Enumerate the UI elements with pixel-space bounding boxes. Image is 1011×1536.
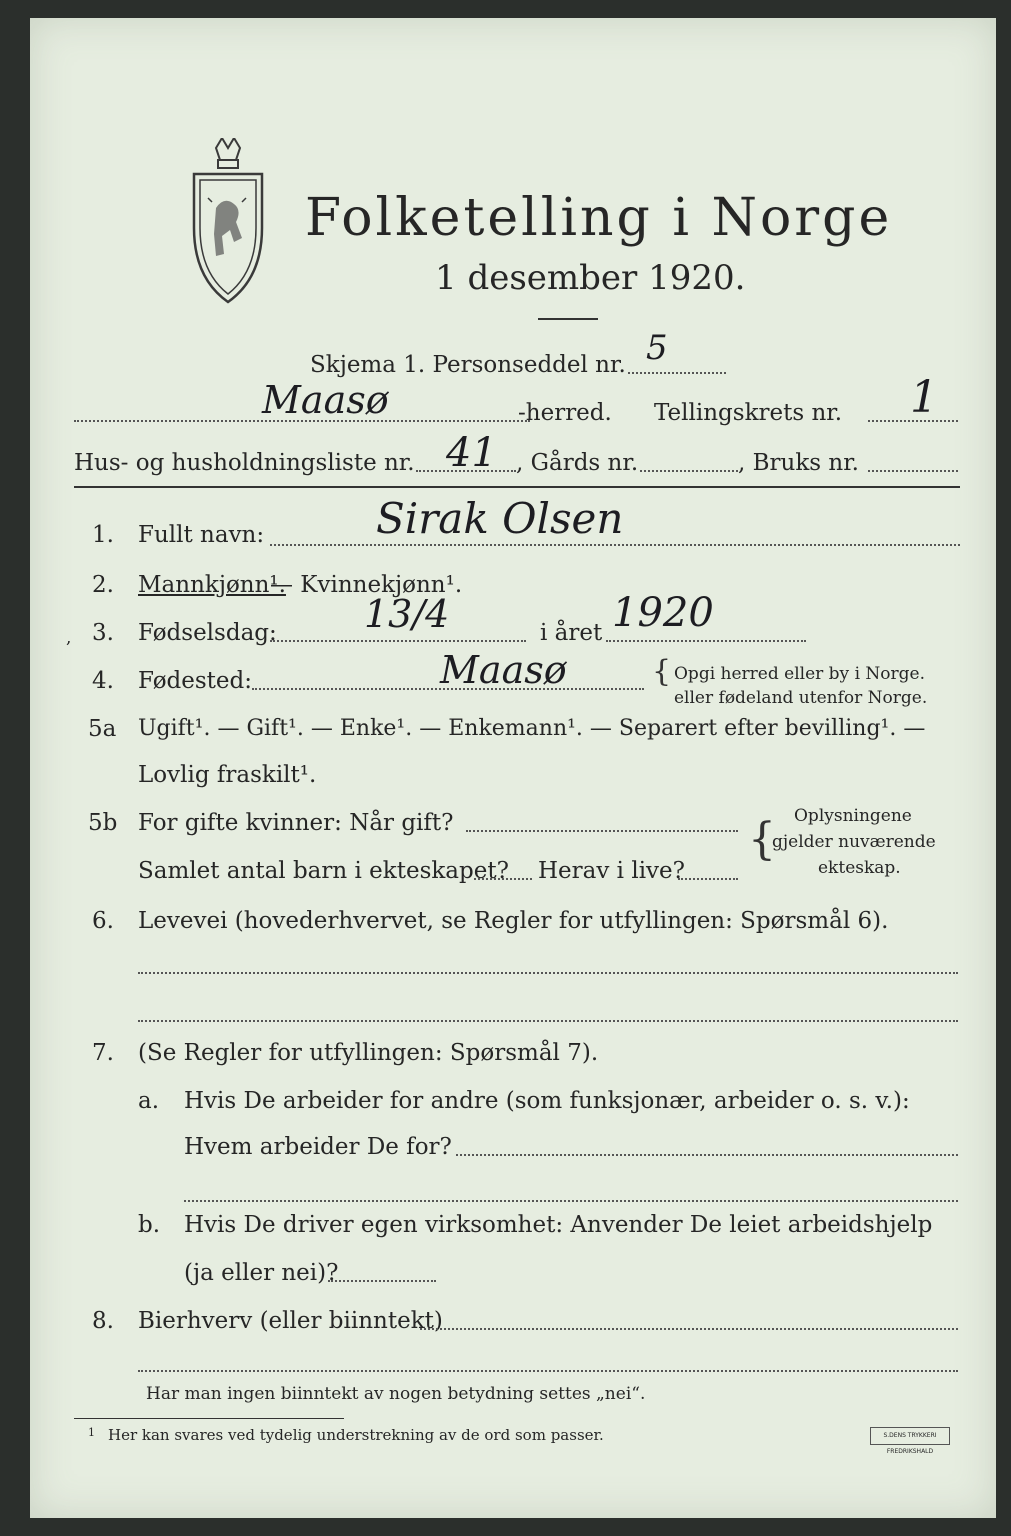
- occupation-field-2[interactable]: [138, 1020, 958, 1022]
- q7a-employer-label: Hvem arbeider De for?: [184, 1134, 452, 1160]
- occupation-field-1[interactable]: [138, 972, 958, 974]
- q7a-letter: a.: [138, 1088, 160, 1114]
- bruks-field[interactable]: [868, 470, 958, 472]
- q5b-number: 5b: [88, 810, 118, 836]
- side-income-field-1[interactable]: [420, 1328, 958, 1330]
- side-income-note: Har man ingen biinntekt av nogen betydning settes „nei“.: [146, 1384, 646, 1404]
- brace-icon: {: [748, 814, 776, 865]
- schema-number-field[interactable]: [628, 372, 726, 374]
- married-when-field[interactable]: [466, 830, 738, 832]
- birth-date-field[interactable]: [270, 640, 526, 642]
- gender-male-option[interactable]: Mannkjønn¹.: [138, 572, 286, 598]
- bruks-label: , Bruks nr.: [738, 450, 859, 476]
- birthplace-note-1: Opgi herred eller by i Norge.: [674, 664, 925, 684]
- birthplace-value: Maasø: [440, 648, 567, 692]
- header-divider: [74, 486, 960, 488]
- form-date: 1 desember 1920.: [435, 258, 746, 298]
- herred-value: Maasø: [262, 378, 389, 422]
- hus-value: 41: [446, 430, 497, 476]
- marital-status-divorced-option[interactable]: Lovlig fraskilt¹.: [138, 762, 317, 788]
- q1-number: 1.: [92, 522, 114, 548]
- q5b-married-label: For gifte kvinner: Når gift?: [138, 810, 454, 836]
- q8-label: Bierhverv (eller biinntekt): [138, 1308, 443, 1334]
- marriage-note-1: Oplysningene: [794, 806, 912, 826]
- q8-number: 8.: [92, 1308, 114, 1334]
- q6-number: 6.: [92, 908, 114, 934]
- children-count-field[interactable]: [474, 878, 532, 880]
- marriage-note-2: gjelder nuværende: [772, 832, 936, 852]
- schema-label: Skjema 1. Personseddel nr.: [310, 352, 626, 378]
- gender-female-option[interactable]: — Kvinnekjønn¹.: [270, 572, 463, 598]
- q1-label: Fullt navn:: [138, 522, 265, 548]
- gards-label: , Gårds nr.: [516, 450, 639, 476]
- footnote-mark: 1: [88, 1426, 95, 1439]
- q6-label: Levevei (hovederhvervet, se Regler for utfyllingen: Spørsmål 6).: [138, 908, 889, 934]
- hired-help-field[interactable]: [328, 1280, 436, 1282]
- q7b-yes-no-label: (ja eller nei)?: [184, 1260, 339, 1286]
- q4-label: Fødested:: [138, 668, 253, 694]
- q7-label: (Se Regler for utfyllingen: Spørsmål 7).: [138, 1040, 599, 1066]
- q2-number: 2.: [92, 572, 114, 598]
- employer-field-1[interactable]: [456, 1154, 958, 1156]
- birth-year-value: 1920: [612, 590, 714, 636]
- printer-stamp: S.DENS TRYKKERI FREDRIKSHALD: [870, 1427, 950, 1445]
- birth-date-value: 13/4: [364, 592, 450, 636]
- q7b-letter: b.: [138, 1212, 161, 1238]
- children-alive-field[interactable]: [678, 878, 738, 880]
- footnote-text: Her kan svares ved tydelig understrekning av de ord som passer.: [108, 1426, 604, 1444]
- birthplace-note-2: eller fødeland utenfor Norge.: [674, 688, 928, 708]
- herred-label: -herred.: [518, 400, 612, 426]
- marriage-note-3: ekteskap.: [818, 858, 901, 878]
- birth-year-field[interactable]: [606, 640, 806, 642]
- norwegian-coat-of-arms-icon: [186, 138, 270, 308]
- footer-divider: [74, 1418, 344, 1419]
- marital-status-options[interactable]: Ugift¹. — Gift¹. — Enke¹. — Enkemann¹. — Separert efter bevilling¹. —: [138, 716, 926, 741]
- tellingskrets-label: Tellingskrets nr.: [654, 400, 843, 426]
- q4-number: 4.: [92, 668, 114, 694]
- q7b-label: Hvis De driver egen virksomhet: Anvender De leiet arbeidshjelp: [184, 1212, 933, 1238]
- gards-field[interactable]: [640, 470, 738, 472]
- schema-number-value: 5: [646, 328, 668, 368]
- employer-field-2[interactable]: [184, 1200, 958, 1202]
- q3-number: 3.: [92, 620, 114, 646]
- side-income-field-2[interactable]: [138, 1370, 958, 1372]
- q3-label: Fødselsdag:: [138, 620, 277, 646]
- title-divider: [538, 318, 598, 320]
- margin-mark: ,: [66, 628, 72, 648]
- tellingskrets-value: 1: [910, 372, 938, 423]
- form-title: Folketelling i Norge: [305, 188, 893, 248]
- q7a-label: Hvis De arbeider for andre (som funksjonær, arbeider o. s. v.):: [184, 1088, 910, 1114]
- q5b-alive-label: Herav i live?: [538, 858, 685, 884]
- full-name-field[interactable]: [270, 544, 960, 546]
- full-name-value: Sirak Olsen: [376, 494, 624, 543]
- hus-label: Hus- og husholdningsliste nr.: [74, 450, 415, 476]
- birth-year-label: i året: [540, 620, 603, 646]
- q5b-children-label: Samlet antal barn i ekteskapet?: [138, 858, 509, 884]
- brace-icon: {: [652, 654, 672, 689]
- q5a-number: 5a: [88, 716, 117, 742]
- q7-number: 7.: [92, 1040, 114, 1066]
